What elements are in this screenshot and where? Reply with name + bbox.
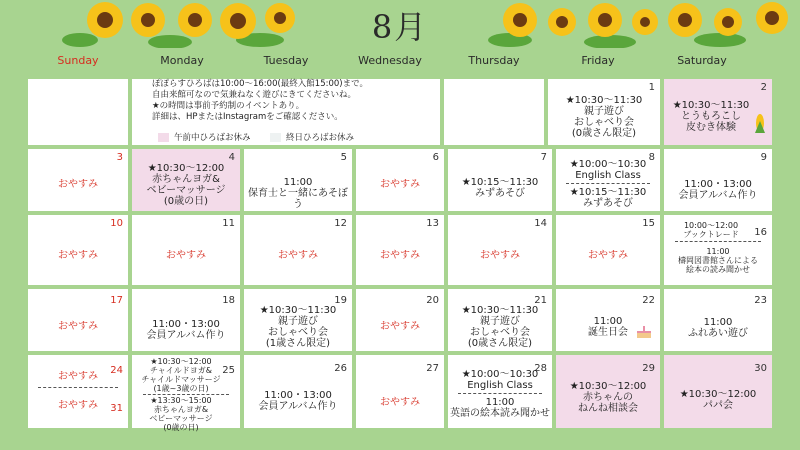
- day-number: 22: [642, 295, 655, 306]
- day-number: 25: [222, 365, 235, 376]
- day-number: 3: [116, 152, 123, 163]
- day-number: 26: [334, 363, 347, 374]
- event-text: おやすみ: [166, 250, 206, 261]
- event-text: 10:00～12:00 ブックトレード: [683, 221, 739, 239]
- weekday-tuesday: Tuesday: [263, 54, 309, 67]
- day-number: 11: [222, 218, 235, 229]
- day-number: 19: [334, 295, 347, 306]
- day-cell-24-31[interactable]: [28, 355, 128, 428]
- day-number: 12: [334, 218, 347, 229]
- corn-icon: [754, 113, 766, 135]
- info-notice: [152, 79, 368, 123]
- day-cell-3[interactable]: [28, 149, 128, 211]
- weekday-monday: Monday: [160, 54, 204, 67]
- event-text: おやすみ: [58, 371, 98, 382]
- event-text: 11:00 英語の絵本読み聞かせ: [450, 397, 550, 419]
- day-cell-28[interactable]: [448, 355, 552, 428]
- event-text: ★10:30～11:30 親子遊び おしゃべり会 (0歳さん限定): [565, 95, 643, 139]
- weekday-thursday: Thursday: [468, 54, 520, 67]
- calendar-empty-cell: [28, 79, 128, 145]
- weekday-friday: Friday: [581, 54, 615, 67]
- day-cell-6[interactable]: [356, 149, 444, 211]
- day-number: 10: [110, 218, 123, 229]
- legend-am-closed: [158, 131, 251, 143]
- day-cell-19[interactable]: [244, 289, 352, 351]
- day-number: 17: [110, 295, 123, 306]
- event-text: ★10:15～11:30 みずあそび: [569, 187, 647, 209]
- day-number: 13: [426, 218, 439, 229]
- day-number: 18: [222, 295, 235, 306]
- event-text: ★10:30～11:30 親子遊び おしゃべり会 (0歳さん限定): [461, 305, 539, 349]
- day-cell-14[interactable]: [448, 215, 552, 285]
- day-cell-12[interactable]: [244, 215, 352, 285]
- day-number: 4: [228, 152, 235, 163]
- event-text: ★10:30～12:00 チャイルドヨガ& チャイルドマッサージ (1歳~3歳の日): [141, 357, 221, 393]
- legend-label: 午前中ひろばお休み: [174, 133, 251, 143]
- event-text: ★10:30～11:30 とうもろこし 皮むき体験: [672, 100, 750, 133]
- divider: [38, 387, 118, 388]
- day-cell-23[interactable]: [664, 289, 772, 351]
- day-number: 15: [642, 218, 655, 229]
- day-cell-16[interactable]: [664, 215, 772, 285]
- sunflower-right-decoration: [480, 0, 800, 48]
- divider: [675, 241, 761, 242]
- event-text: ★10:30～12:00 赤ちゃんヨガ& ベビーマッサージ (0歳の日): [146, 163, 226, 207]
- event-text: 11:00 保育士と一緒にあそぼう: [248, 177, 348, 210]
- day-number: 14: [534, 218, 547, 229]
- day-number: 1: [648, 82, 655, 93]
- event-text: おやすみ: [380, 321, 420, 332]
- day-cell-4[interactable]: [132, 149, 240, 211]
- day-cell-1[interactable]: [548, 79, 660, 145]
- info-line: ぽぽらすひろばは10:00～16:00(最終入館15:00)まで。: [152, 79, 368, 89]
- legend-label: 終日ひろばお休み: [286, 133, 355, 143]
- day-cell-7[interactable]: [448, 149, 552, 211]
- day-cell-21[interactable]: [448, 289, 552, 351]
- day-cell-27[interactable]: [356, 355, 444, 428]
- event-text: おやすみ: [58, 321, 98, 332]
- event-text: おやすみ: [480, 250, 520, 261]
- calendar-empty-cell: [444, 79, 544, 145]
- divider: [566, 183, 649, 184]
- day-cell-18[interactable]: [132, 289, 240, 351]
- day-cell-22[interactable]: [556, 289, 660, 351]
- event-text: おやすみ: [278, 250, 318, 261]
- page-title: 8月: [371, 8, 429, 46]
- day-cell-10[interactable]: [28, 215, 128, 285]
- legend-swatch-white: [270, 133, 281, 142]
- day-number: 20: [426, 295, 439, 306]
- birthday-cake-icon: [636, 325, 652, 339]
- day-number-31: 31: [110, 403, 123, 414]
- event-text: ★10:30～12:00 赤ちゃんの ねんね相談会: [569, 381, 647, 414]
- day-number: 23: [754, 295, 767, 306]
- event-text: おやすみ: [588, 250, 628, 261]
- event-text: 11:00・13:00 会員アルバム作り: [258, 390, 338, 412]
- event-text: おやすみ: [58, 179, 98, 190]
- day-number: 2: [760, 82, 767, 93]
- info-line: ★の時間は事前予約制のイベントあり。: [152, 101, 305, 111]
- day-number: 5: [340, 152, 347, 163]
- day-cell-30[interactable]: [664, 355, 772, 428]
- day-number: 16: [754, 227, 767, 238]
- divider: [458, 393, 541, 394]
- day-cell-15[interactable]: [556, 215, 660, 285]
- event-text: ★10:30～11:30 親子遊び おしゃべり会 (1歳さん限定): [259, 305, 337, 349]
- weekday-wednesday: Wednesday: [358, 54, 422, 67]
- sunflower-left-decoration: [60, 0, 300, 48]
- day-number: 24: [110, 365, 123, 376]
- day-cell-17[interactable]: [28, 289, 128, 351]
- day-cell-13[interactable]: [356, 215, 444, 285]
- day-cell-9[interactable]: [664, 149, 772, 211]
- day-cell-5[interactable]: [244, 149, 352, 211]
- weekday-sunday: Sunday: [57, 54, 99, 67]
- event-text: 11:00 誕生日会: [588, 316, 628, 338]
- day-cell-8[interactable]: [556, 149, 660, 211]
- day-number: 28: [534, 363, 547, 374]
- day-cell-25[interactable]: [132, 355, 240, 432]
- event-text: ★10:30～12:00 パパ会: [679, 389, 757, 411]
- day-cell-20[interactable]: [356, 289, 444, 351]
- day-number: 9: [760, 152, 767, 163]
- day-cell-11[interactable]: [132, 215, 240, 285]
- day-cell-2[interactable]: [664, 79, 772, 145]
- legend-swatch-pink: [158, 133, 169, 142]
- event-text: ★10:00～10:30 English Class: [569, 159, 647, 181]
- event-text: 11:00 ふれあい遊び: [688, 317, 748, 339]
- event-text: おやすみ: [380, 179, 420, 190]
- event-text: 11:00・13:00 会員アルバム作り: [146, 319, 226, 341]
- day-number: 27: [426, 363, 439, 374]
- event-text: おやすみ: [58, 250, 98, 261]
- day-number: 29: [642, 363, 655, 374]
- event-text: ★13:30～15:00 赤ちゃんヨガ& ベビーマッサージ (0歳の日): [149, 396, 213, 432]
- legend-all-closed: [270, 131, 354, 143]
- event-text: おやすみ: [58, 400, 98, 411]
- divider: [143, 394, 229, 395]
- day-cell-29[interactable]: [556, 355, 660, 428]
- day-number: 21: [534, 295, 547, 306]
- event-text: ★10:00～10:30 English Class: [461, 369, 539, 391]
- day-number: 6: [432, 152, 439, 163]
- event-text: おやすみ: [380, 250, 420, 261]
- weekday-saturday: Saturday: [677, 54, 727, 67]
- info-line: 詳細は、HPまたはInstagramをご確認ください。: [152, 112, 343, 122]
- day-number: 8: [648, 152, 655, 163]
- day-number: 30: [754, 363, 767, 374]
- event-text: 11:00・13:00 会員アルバム作り: [678, 179, 758, 201]
- day-number: 7: [540, 152, 547, 163]
- event-text: ★10:15～11:30 みずあそび: [461, 177, 539, 199]
- day-cell-26[interactable]: [244, 355, 352, 428]
- info-line: 自由来館可なので気兼ねなく遊びにきてくださいね。: [152, 90, 357, 100]
- event-text: 11:00 檮岡図書館さんによる 絵本の読み聞かせ: [678, 247, 758, 274]
- event-text: おやすみ: [380, 397, 420, 408]
